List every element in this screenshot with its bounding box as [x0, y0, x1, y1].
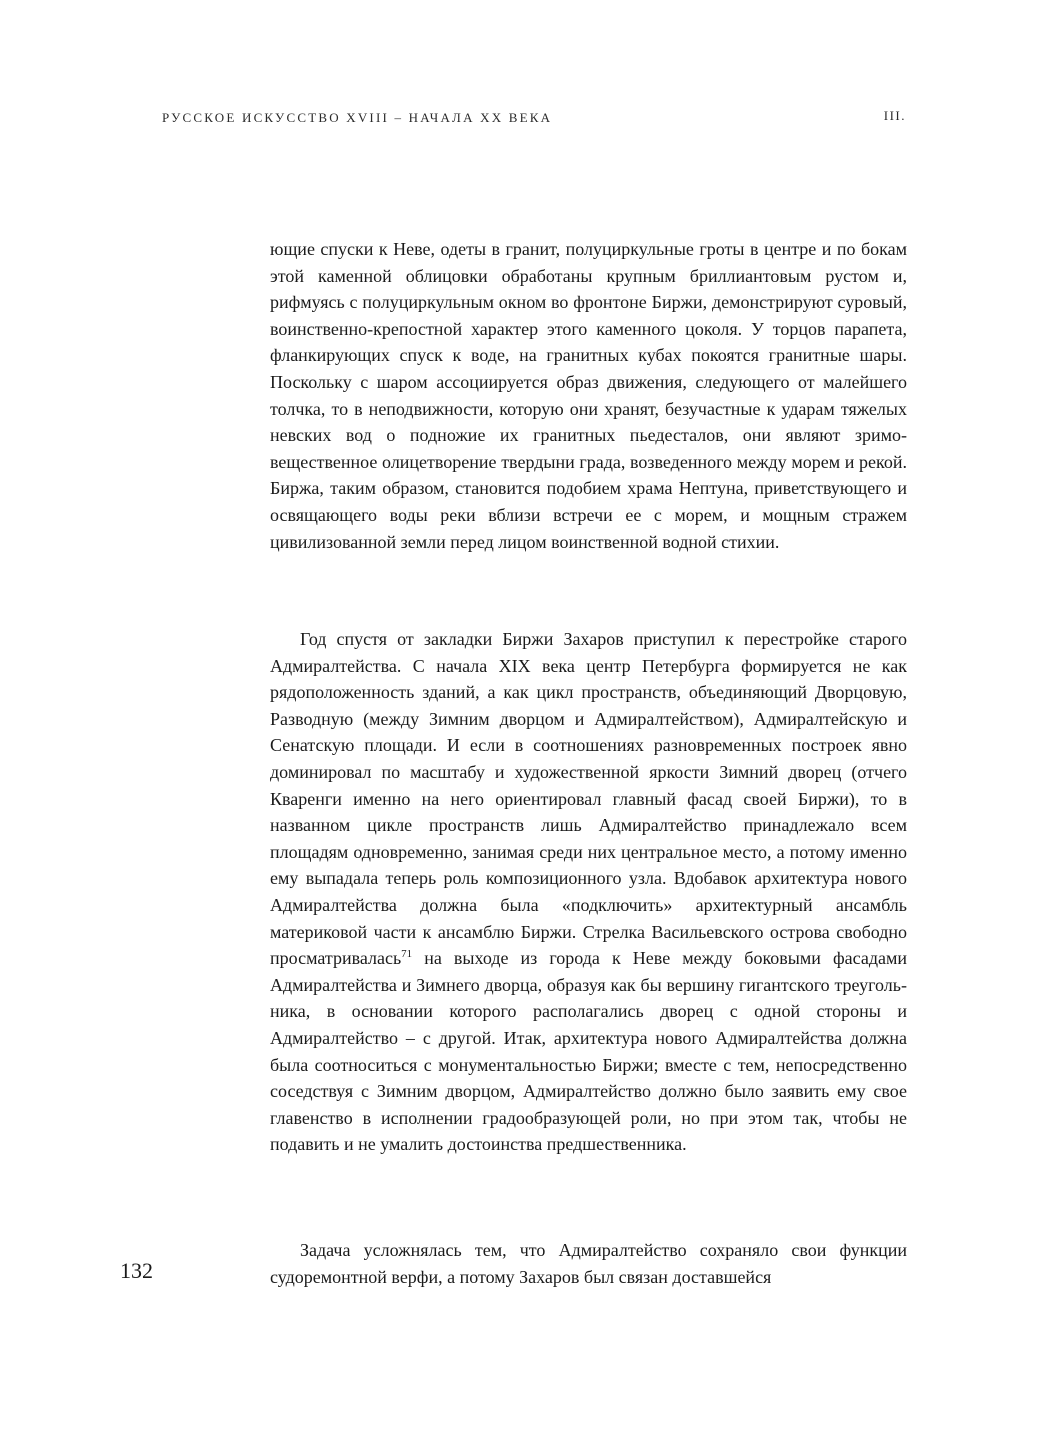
paragraph-3-block: [270, 1237, 907, 1290]
paragraph-2-block: [270, 626, 907, 1158]
section-number: III.: [883, 108, 906, 123]
paragraph-2: [270, 626, 907, 1158]
paragraph-2-text-part-1: Год спустя от закладки Биржи Захаров приступил к перестройке старого Адмиралтейства. С начала XIX века центр Петербурга формируется не как рядоположенность зданий, а как цикл пространств, объединяющий Дворцовую, Разводную (между Зимним дворцом и Адмиралтейством), Адмиралтейскую и Сенатскую площади. И если в соотношениях разновременных построек явно доминировал по масштабу и художественной яркости Зимний дворец (отчего Кваренги именно на него ориентировал главный фасад своей Биржи), то в названном цикле пространств лишь Адмиралтейство принадлежало всем площадям одновременно, занимая среди них центральное место, а потому именно ему выпадала теперь роль композиционного узла. Вдобавок архитектура нового Адмиралтейства должна была «подключить» архитектурный ансамбль материковой части к ансамблю Биржи. Стрелка Васильевского острова свободно просматривалась: [270, 629, 907, 969]
page-number: 132: [120, 1258, 153, 1283]
paragraph-2-text-part-2: на выходе из города к Неве между боковыми фасадами Адмиралтейства и Зимнего дворца, образуя как бы вершину гигантского треугольника, в основании которого располагались дворец с одной стороны и Адмиралтейство – с другой. Итак, архитектура нового Адмиралтейства должна была соотноситься с монументальностью Биржи; вместе с тем, непосредственно соседствуя с Зимним дворцом, Адмиралтейство должно было заявить ему свое главенство в исполнении градообразующей роли, но при этом так, чтобы не подавить и не умалить достоинства предшественника.: [270, 948, 907, 1155]
paragraph-3: Задача усложнялась тем, что Адмиралтейство сохраняло свои функции судоремонтной верфи, а потому Захаров был связан доставшейся: [270, 1240, 907, 1287]
paragraph-1-block: [270, 236, 907, 555]
footnote-reference: 71: [401, 948, 413, 961]
running-header: [162, 110, 552, 126]
running-title: РУССКОЕ ИСКУССТВО XVIII – НАЧАЛА XX ВЕКА: [162, 110, 553, 125]
paragraph-1: ющие спуски к Неве, одеты в гранит, полуциркульные гроты в центре и по бокам этой каменной облицовки обработаны крупным бриллиантовым рустом и, рифмуясь с полуциркульным окном во фронтоне Биржи, демонстрируют суровый, воинственно-крепостной характер этого каменного цоколя. У торцов парапета, фланкирующих спуск к воде, на гранитных кубах покоятся гранитные шары. Поскольку с шаром ассоциируется образ движения, следующего от малейшего толчка, то в неподвижности, которую они хранят, безучастные к ударам тяжелых невских вод о подножие их гранитных пьедесталов, они являют зримо-вещественное олицетворение твердыни града, возведенного между морем и рекой. Биржа, таким образом, становится подобием храма Нептуна, приветствующего и освящающего воды реки вблизи встречи ее с морем, и мощным стражем цивилизованной земли перед лицом воинственной водной стихии.: [270, 239, 907, 552]
